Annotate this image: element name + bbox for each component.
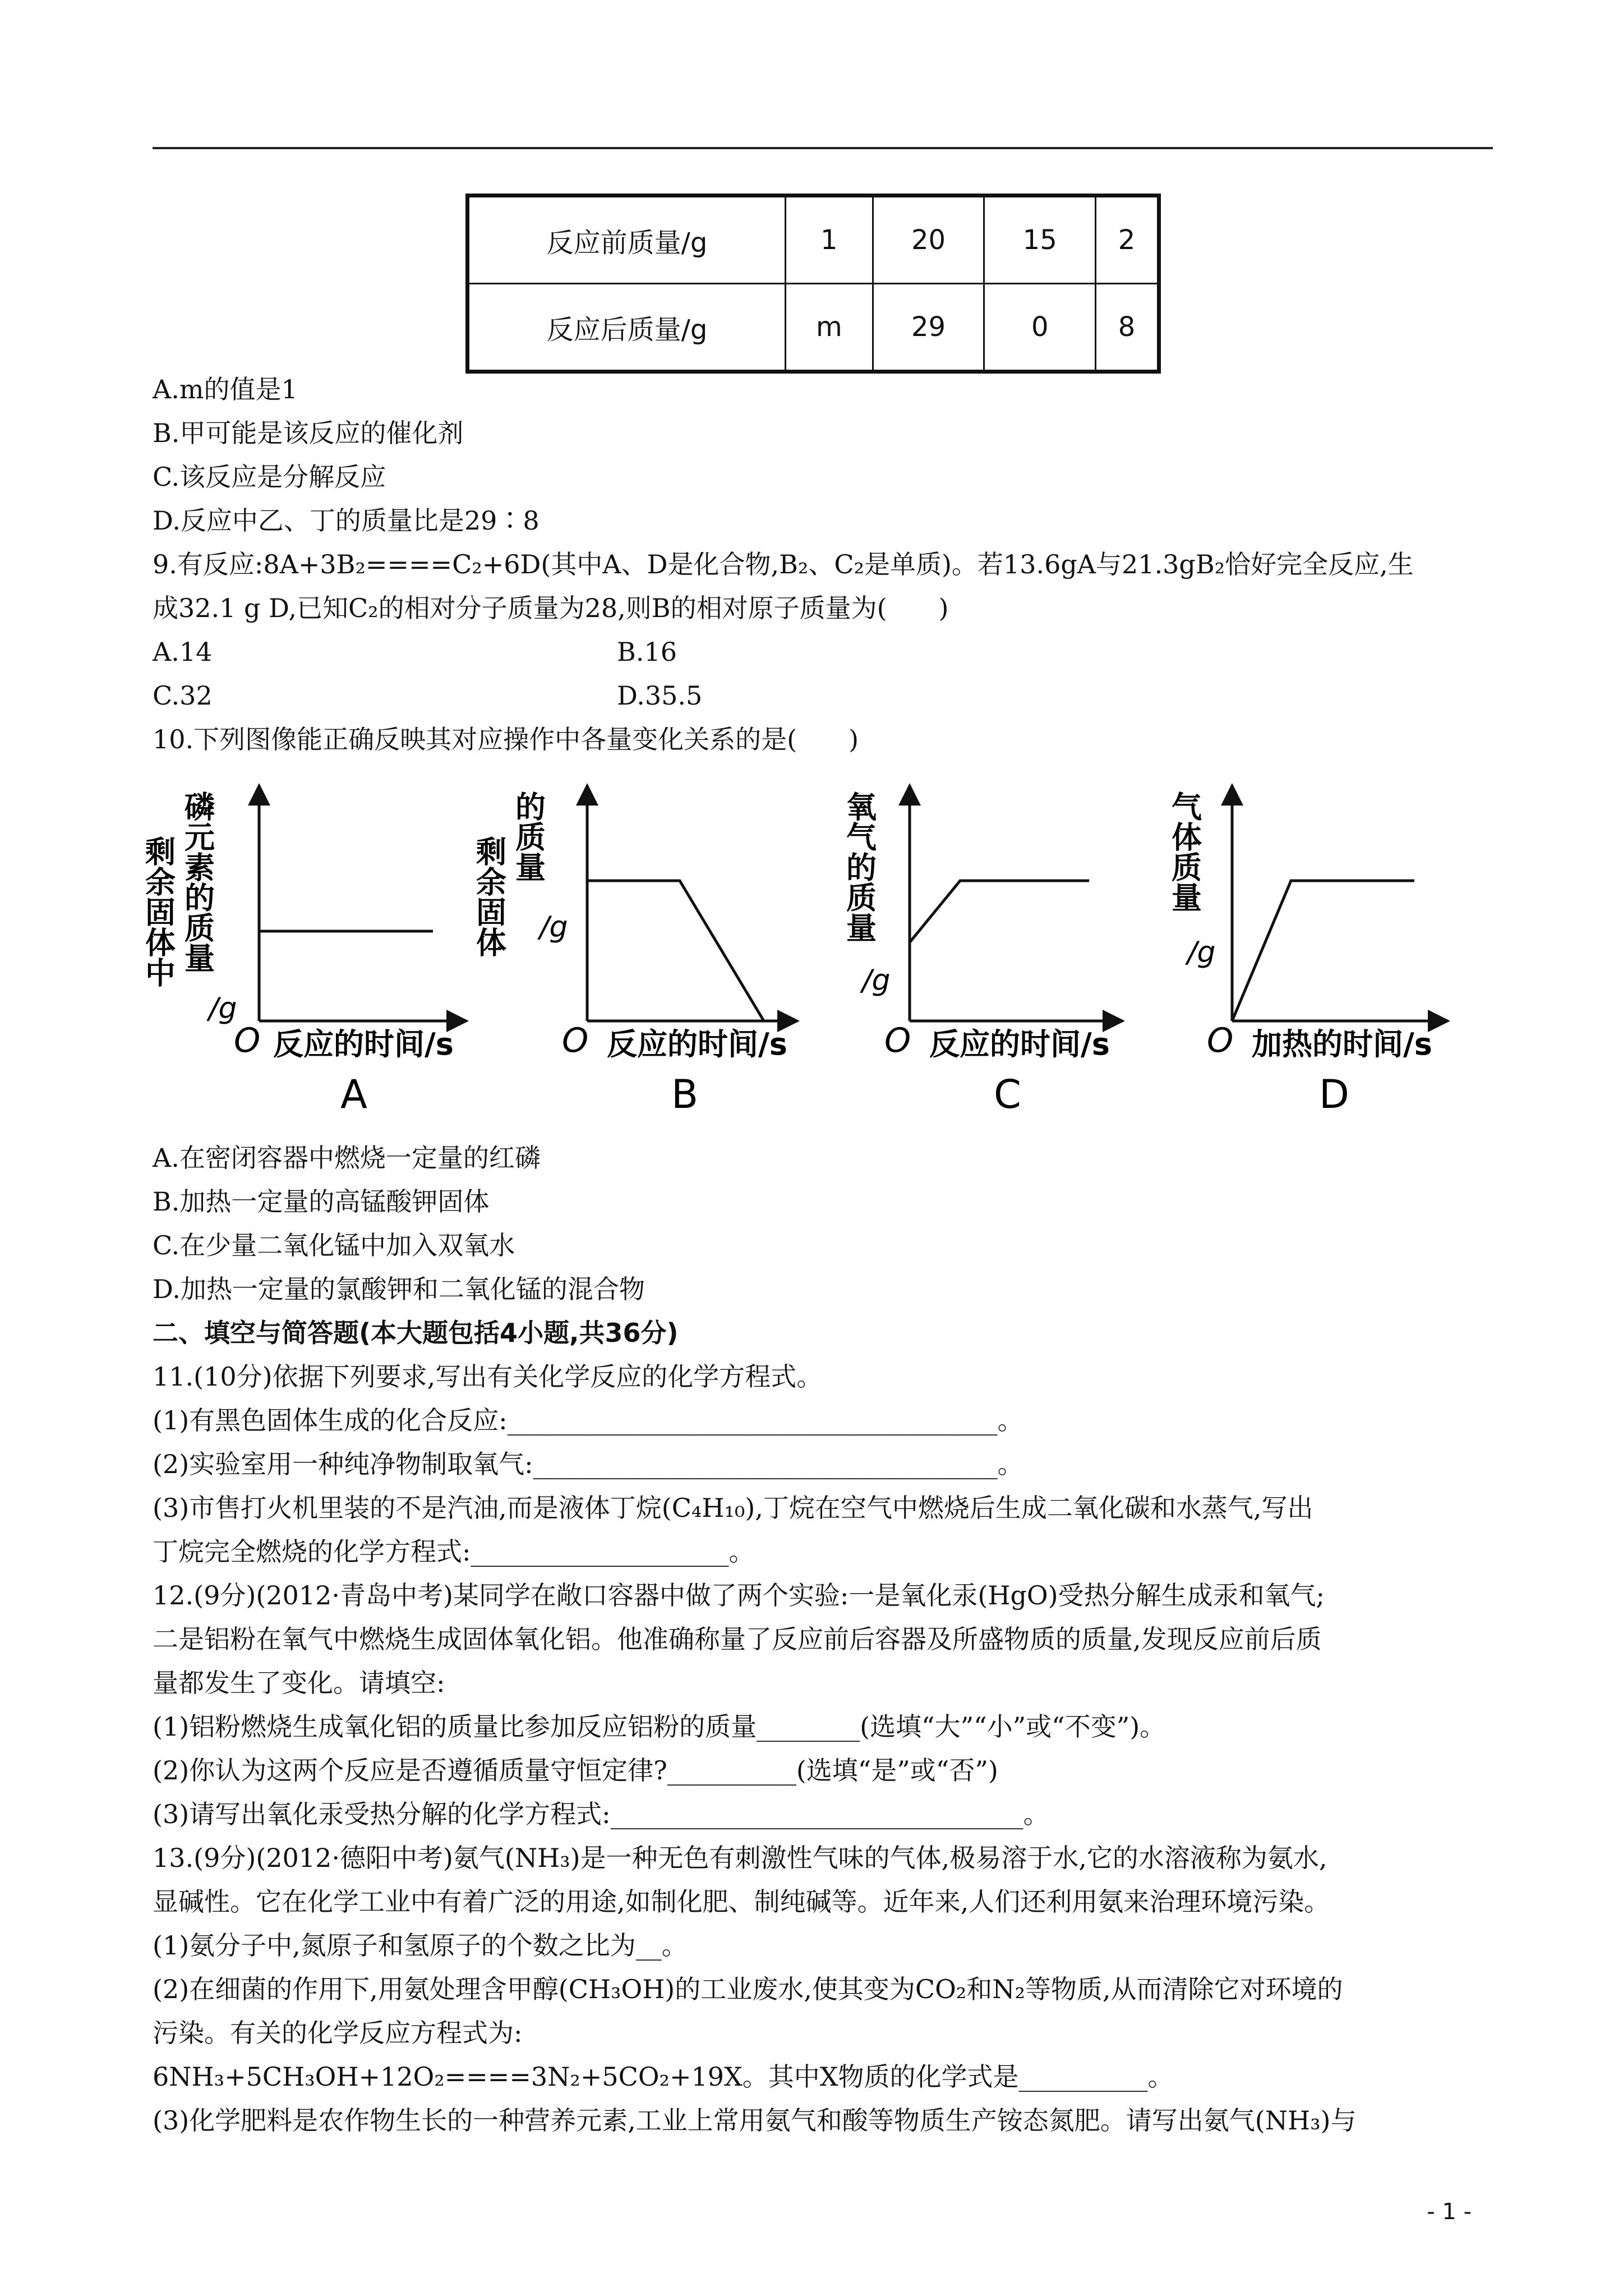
graph-a-xlabel: 反应的时间/s [273,1027,454,1062]
q12-stem-line2: 二是铝粉在氧气中燃烧生成固体氧化铝。他准确称量了反应前后容器及所盛物质的质量,发现反应前后质 [153,1624,1322,1654]
graph-c-origin: O [884,1021,911,1060]
graph-d-letter: D [1319,1071,1349,1117]
table-cell: 29 [873,284,984,372]
q11-part2: (2)实验室用一种纯净物制取氧气:____________________________________。 [153,1449,1023,1479]
header-rule [153,147,1493,149]
graph-d-origin: O [1207,1021,1234,1060]
table-cell: 8 [1096,284,1159,372]
q13-part2-equation: 6NH₃+5CH₃OH+12O₂====3N₂+5CO₂+19X。其中X物质的化学式是__________。 [153,2062,1174,2092]
q12-stem-line1: 12.(9分)(2012·青岛中考)某同学在敞口容器中做了两个实验:一是氧化汞(HgO)受热分解生成汞和氧气; [153,1580,1325,1611]
q9-option-c: C.32 [153,680,213,711]
graph-a-ylabel-part1: 剩余固体中 [140,836,176,987]
q9-option-d: D.35.5 [617,680,703,711]
graph-b-ylabel-unit: /g [540,910,568,944]
table-cell: 反应前质量/g [468,196,786,284]
q11-stem: 11.(10分)依据下列要求,写出有关化学反应的化学方程式。 [153,1361,823,1392]
table-row [468,284,1159,372]
graph-b-curve [587,881,764,1021]
q11-part1: (1)有黑色固体生成的化合反应:______________________________________。 [153,1405,1023,1435]
table-row [468,196,1159,284]
table-cell: 反应后质量/g [468,284,786,372]
table-cell: m [786,284,873,372]
q13-part2-line2: 污染。有关的化学反应方程式为: [153,2018,523,2048]
graph-b-letter: B [671,1071,699,1117]
graph-b-origin: O [562,1021,589,1060]
q8-option-c: C.该反应是分解反应 [153,462,386,492]
table-cell: 2 [1096,196,1159,284]
graph-d-ylabel: 气体质量 [1166,791,1202,912]
graph-c-ylabel-unit: /g [862,964,891,997]
graph-b-ylabel-part1: 剩余固体 [471,836,507,957]
graph-d-curve [1232,881,1414,1021]
q10-option-a: A.在密闭容器中燃烧一定量的红磷 [153,1143,541,1173]
q13-stem-line1: 13.(9分)(2012·德阳中考)氨气(NH₃)是一种无色有刺激性气味的气体,极易溶于水,它的水溶液称为氨水, [153,1843,1327,1873]
graph-c-ylabel: 氧气的质量 [841,791,877,942]
q10-option-c: C.在少量二氧化锰中加入双氧水 [153,1230,515,1260]
q10-option-b: B.加热一定量的高锰酸钾固体 [153,1186,490,1217]
q8-option-d: D.反应中乙、丁的质量比是29∶8 [153,505,540,536]
table-cell: 15 [984,196,1096,284]
graph-c-curve [910,881,1089,942]
q10-stem: 10.下列图像能正确反映其对应操作中各量变化关系的是( ) [153,724,859,754]
graph-c-letter: C [994,1071,1021,1117]
graph-a-letter: A [340,1071,367,1117]
q13-stem-line2: 显碱性。它在化学工业中有着广泛的用途,如制化肥、制纯碱等。近年来,人们还利用氨来治理环境污染。 [153,1887,1330,1917]
graph-a-ylabel-unit: /g [209,992,237,1025]
graph-d-ylabel-unit: /g [1187,936,1216,969]
section-heading: 二、填空与简答题(本大题包括4小题,共36分) [153,1318,679,1348]
page-number: - 1 - [1427,2199,1472,2225]
q12-part2: (2)你认为这两个反应是否遵循质量守恒定律?__________(选填“是”或“否”) [153,1755,998,1786]
q12-stem-line3: 量都发生了变化。请填空: [153,1668,445,1698]
graph-a-origin: O [234,1021,261,1060]
q9-stem-line2: 成32.1 g D,已知C₂的相对分子质量为28,则B的相对原子质量为( ) [153,593,949,623]
table-cell: 0 [984,284,1096,372]
q9-option-b: B.16 [617,637,677,667]
q10-graphs [140,769,1493,1128]
q9-option-a: A.14 [153,637,213,667]
graph-c-xlabel: 反应的时间/s [929,1027,1110,1062]
graph-b [472,785,798,1117]
q13-part2-line1: (2)在细菌的作用下,用氨处理含甲醇(CH₃OH)的工业废水,使其变为CO₂和N₂等物质,从而清除它对环境的 [153,1974,1343,2004]
q13-part1: (1)氨分子中,氮原子和氢原子的个数之比为__。 [153,1930,688,1961]
q11-part3-line2: 丁烷完全燃烧的化学方程式:____________________。 [153,1536,755,1567]
q12-part3: (3)请写出氧化汞受热分解的化学方程式:________________________________。 [153,1799,1049,1829]
mass-table [465,194,1161,374]
graph-b-ylabel-part2: 的质量 [510,791,546,882]
q13-part3: (3)化学肥料是农作物生长的一种营养元素,工业上常用氨气和酸等物质生产铵态氮肥。请写出氨气(NH₃)与 [153,2105,1357,2136]
table-cell: 20 [873,196,984,284]
q11-part3-line1: (3)市售打火机里装的不是汽油,而是液体丁烷(C₄H₁₀),丁烷在空气中燃烧后生成二氧化碳和水蒸气,写出 [153,1493,1313,1523]
graph-a-ylabel-part2: 磷元素的质量 [179,791,215,973]
q10-option-d: D.加热一定量的氯酸钾和二氧化锰的混合物 [153,1274,645,1304]
q8-option-b: B.甲可能是该反应的催化剂 [153,418,464,448]
graph-d [1167,785,1449,1117]
graph-b-xlabel: 反应的时间/s [607,1027,787,1062]
table-cell: 1 [786,196,873,284]
graph-c [842,785,1123,1117]
q9-stem-line1: 9.有反应:8A+3B₂====C₂+6D(其中A、D是化合物,B₂、C₂是单质)。若13.6gA与21.3gB₂恰好完全反应,生 [153,549,1414,579]
graph-d-xlabel: 加热的时间/s [1252,1027,1432,1062]
q12-part1: (1)铝粉燃烧生成氧化铝的质量比参加反应铝粉的质量________(选填“大”“小”或“不变”)。 [153,1711,1166,1742]
graph-a [141,785,467,1117]
q8-option-a: A.m的值是1 [153,374,298,404]
